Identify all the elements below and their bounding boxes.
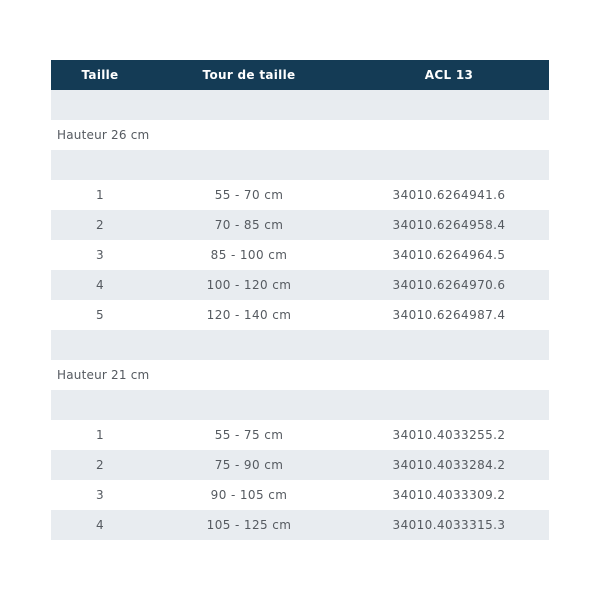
- cell-waist: 85 - 100 cm: [210, 248, 288, 262]
- cell-size: 2: [95, 218, 105, 232]
- cell-size: 3: [95, 488, 105, 502]
- cell-size: 5: [95, 308, 105, 322]
- cell-code: 34010.6264970.6: [392, 278, 506, 292]
- table-row: [51, 450, 549, 480]
- cell-code: 34010.4033309.2: [392, 488, 506, 502]
- cell-code: 34010.4033255.2: [392, 428, 506, 442]
- cell-waist: 105 - 125 cm: [206, 518, 292, 532]
- spacer-row: [51, 330, 549, 360]
- cell-code: 34010.6264941.6: [392, 188, 506, 202]
- cell-waist: 55 - 70 cm: [214, 188, 284, 202]
- table-header: [51, 60, 549, 90]
- spacer-row: [51, 390, 549, 420]
- cell-size: 4: [95, 278, 105, 292]
- cell-waist: 100 - 120 cm: [206, 278, 292, 292]
- section-label: Hauteur 21 cm: [57, 368, 150, 382]
- section-label-row: [51, 120, 549, 150]
- cell-waist: 90 - 105 cm: [210, 488, 288, 502]
- table-row: [51, 180, 549, 210]
- table-row: [51, 240, 549, 270]
- section-label-row: [51, 360, 549, 390]
- cell-code: 34010.6264958.4: [392, 218, 506, 232]
- header-acl13: ACL 13: [424, 68, 474, 82]
- size-table: [51, 60, 549, 540]
- cell-waist: 70 - 85 cm: [214, 218, 284, 232]
- cell-size: 2: [95, 458, 105, 472]
- table-row: [51, 420, 549, 450]
- section-label: Hauteur 26 cm: [57, 128, 150, 142]
- cell-waist: 75 - 90 cm: [214, 458, 284, 472]
- cell-code: 34010.4033284.2: [392, 458, 506, 472]
- cell-size: 3: [95, 248, 105, 262]
- cell-code: 34010.4033315.3: [392, 518, 506, 532]
- table-row: [51, 270, 549, 300]
- table-row: [51, 480, 549, 510]
- cell-size: 1: [95, 428, 105, 442]
- cell-waist: 55 - 75 cm: [214, 428, 284, 442]
- cell-code: 34010.6264987.4: [392, 308, 506, 322]
- table-row: [51, 510, 549, 540]
- table-row: [51, 300, 549, 330]
- cell-size: 1: [95, 188, 105, 202]
- table-row: [51, 210, 549, 240]
- cell-waist: 120 - 140 cm: [206, 308, 292, 322]
- cell-code: 34010.6264964.5: [392, 248, 506, 262]
- header-taille: Taille: [81, 68, 119, 82]
- header-tour-de-taille: Tour de taille: [202, 68, 296, 82]
- cell-size: 4: [95, 518, 105, 532]
- spacer-row: [51, 150, 549, 180]
- spacer-row: [51, 90, 549, 120]
